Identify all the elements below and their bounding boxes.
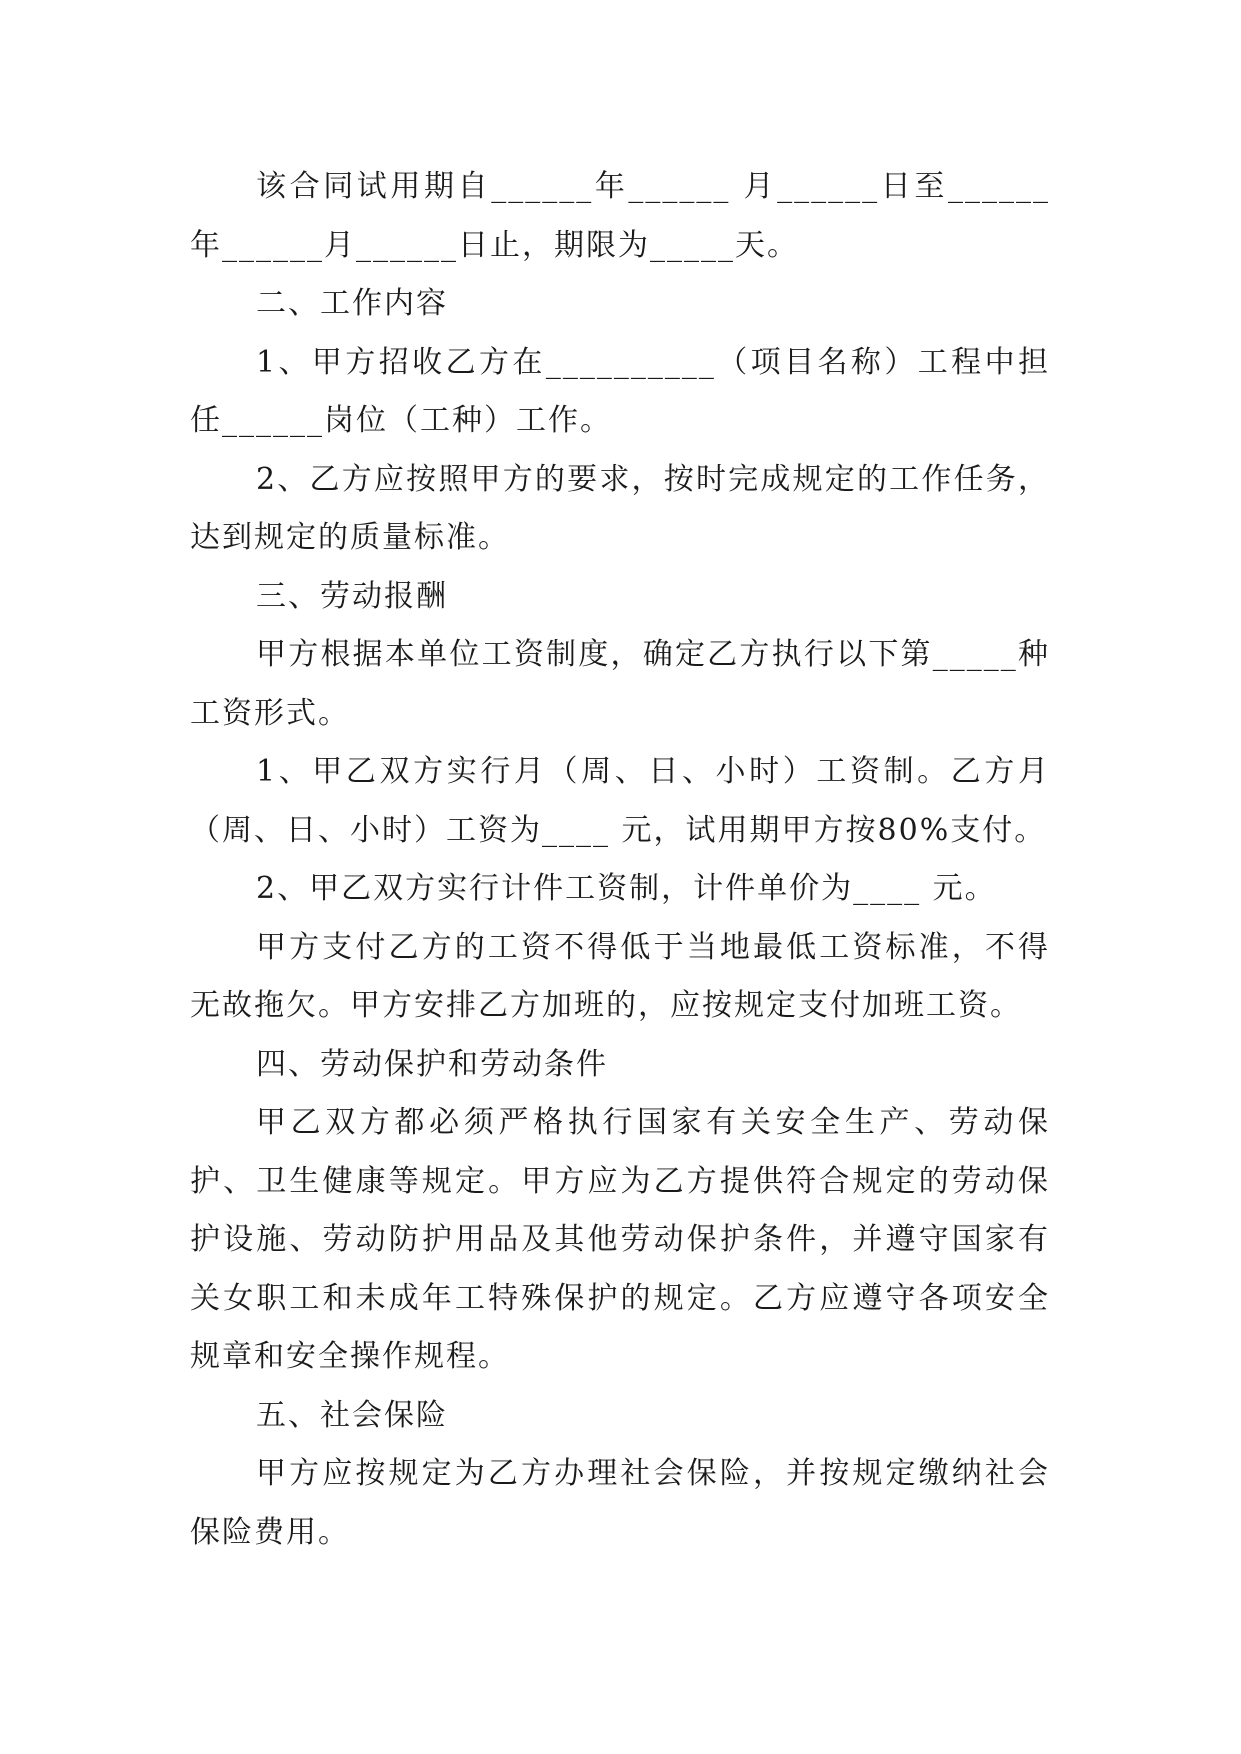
paragraph-work-content-1: 1、甲方招收乙方在__________（项目名称）工程中担任______岗位（工种）工作。 xyxy=(190,344,1050,438)
paragraph-wage-form-1: 1、甲乙双方实行月（周、日、小时）工资制。乙方月（周、日、小时）工资为____ 元，试用期甲方按80%支付。 xyxy=(190,754,1050,848)
heading-work-content: 二、工作内容 xyxy=(256,286,448,321)
heading-remuneration: 三、劳动报酬 xyxy=(256,578,448,614)
document-body xyxy=(190,158,1050,1562)
paragraph-wage-payment: 甲方支付乙方的工资不得低于当地最低工资标准，不得无故拖欠。甲方安排乙方加班的，应按规定支付加班工资。 xyxy=(190,929,1050,1023)
paragraph-probation-period: 该合同试用期自______年______ 月______日至______年______月______日止，期限为_____天。 xyxy=(190,169,1050,263)
paragraph-work-content-2: 2、乙方应按照甲方的要求，按时完成规定的工作任务，达到规定的质量标准。 xyxy=(190,461,1050,555)
heading-social-insurance: 五、社会保险 xyxy=(256,1397,448,1433)
paragraph-labor-protection: 甲乙双方都必须严格执行国家有关安全生产、劳动保护、卫生健康等规定。甲方应为乙方提供符合规定的劳动保护设施、劳动防护用品及其他劳动保护条件，并遵守国家有关女职工和未成年工特殊保护的规定。乙方应遵守各项安全规章和安全操作规程。 xyxy=(190,1105,1050,1374)
heading-labor-protection: 四、劳动保护和劳动条件 xyxy=(256,1046,608,1082)
paragraph-social-insurance: 甲方应按规定为乙方办理社会保险，并按规定缴纳社会保险费用。 xyxy=(190,1456,1050,1550)
paragraph-wage-form: 甲方根据本单位工资制度，确定乙方执行以下第_____种工资形式。 xyxy=(190,637,1050,731)
paragraph-wage-form-2: 2、甲乙双方实行计件工资制，计件单价为____ 元。 xyxy=(256,871,997,906)
